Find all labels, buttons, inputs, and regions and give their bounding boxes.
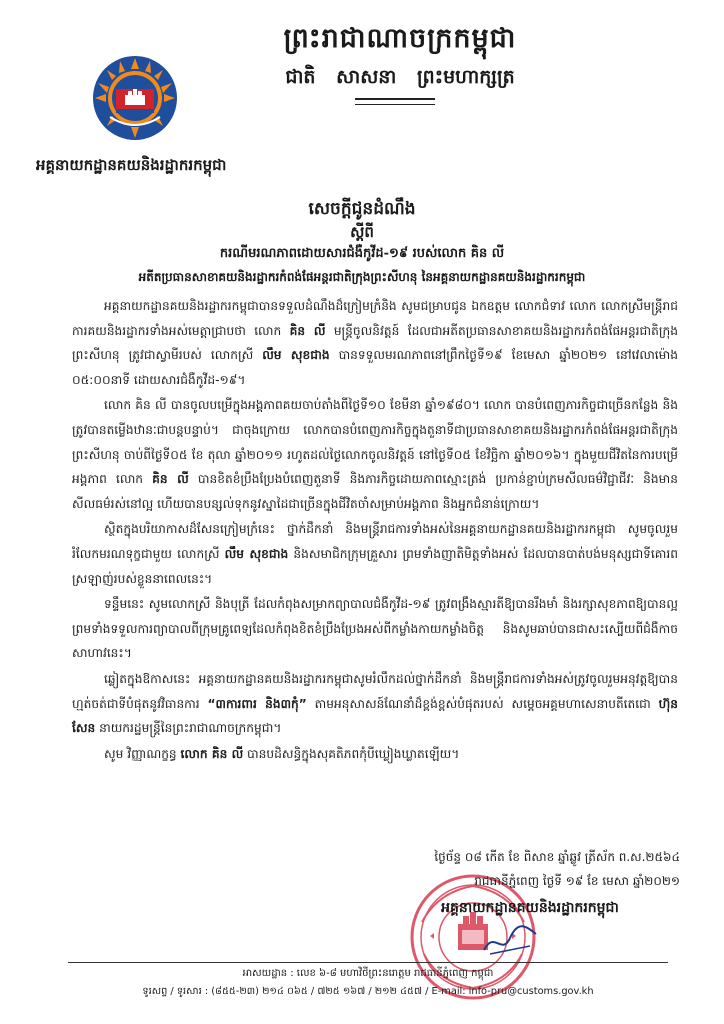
deceased-name: គិន លី xyxy=(152,472,189,487)
motto-ornament xyxy=(355,98,435,105)
kingdom-title: ព្រះរាជាណាចក្រកម្ពុជា xyxy=(283,23,517,54)
deceased-name: លោក គិន លី xyxy=(180,746,244,761)
solar-date: រាជធានីភ្នំពេញ ថ្ងៃទី ១៩ ខែ មេសា ឆ្នាំ២០២១ xyxy=(474,874,680,888)
text-segment: បានបដិសន្ធិក្នុងសុគតិភពកុំបីឃ្លៀងឃ្លាតឡើយ។ xyxy=(243,746,460,761)
paragraph-6 xyxy=(72,742,678,767)
deceased-name: គិន លី xyxy=(289,323,326,338)
document-subject-line-1: ករណីមរណភាពដោយសារជំងឺកូវីដ-១៩ របស់លោក គិន លី xyxy=(219,246,505,261)
text-segment: លោក គិន លី បានចូលបម្រើក្នុងអង្គភាពគយចាប់តាំងពីថ្ងៃទី១០ ខែមីនា ឆ្នាំ១៩៨០។ លោក បានបំពេញភារកិច្ចជាច្រើនកន្លែង និងត្រូវបានតម្លើងឋានៈជាបន្តបន្ទាប់។ ជាចុងក្រោយ លោកបានបំពេញភារកិច្ចក្នុងតួនាទីជាប្រធានសាខាគយនិងរដ្ឋាករកំពង់ផែអន្តរជាតិក្រុងព្រះសីហនុ ចាប់ពីថ្ងៃទី០៥ ខែ តុលា ឆ្នាំ២០១១ រហូតដល់ថ្ងៃលោកចូលនិវត្តន៍ នៅថ្ងៃទី០៥ ខែវិច្ឆិកា ឆ្នាំ២០១៦។ ក្នុងមួយជីវិតនៃការបម្រើអង្គភាព លោក xyxy=(72,398,678,487)
document-about: ស្ដីពី xyxy=(350,223,374,241)
paragraph-3 xyxy=(72,517,678,591)
wife-name: លឹម សុខជាង xyxy=(262,348,330,363)
text-segment: នាយករដ្ឋមន្ត្រីនៃព្រះរាជាណាចក្រកម្ពុជា។ xyxy=(95,721,282,736)
paragraph-2 xyxy=(72,393,678,516)
text-segment: បានទទួលមរណភាពនៅព្រឹកថ្ងៃទី១៩ ខែមេសា ឆ្នាំ២០២១ នៅវេលាម៉ោង ០៥:០០នាទី ដោយសារជំងឺកូវីដ-១៩។ xyxy=(72,348,679,387)
footer-divider xyxy=(68,962,668,963)
national-motto: ជាតិ សាសនា ព្រះមហាក្សត្រ xyxy=(285,66,515,88)
footer-address: អាសយដ្ឋាន : លេខ ៦-៨ មហាវិថីព្រះនរោត្តម រាជធានីភ្នំពេញ កម្ពុជា xyxy=(242,968,494,979)
footer-contacts: ទូរសព្ទ / ទូរសារ : (៨៥៥-២៣) ២១៤ ០៦៥ / ៧២៥ ១៦៧ / ២១២ ៤៥៧ / E-mail: info-pru@customs.gov.kh xyxy=(142,986,594,997)
text-segment: និងសមាជិកក្រុមគ្រួសារ ព្រមទាំងញាតិមិត្តទាំងអស់ ដែលបានបាត់បង់មនុស្សជាទីគោរពស្រឡាញ់របស់ខ្លួននាពេលនេះ។ xyxy=(72,546,678,586)
document-title: សេចក្ដីជូនដំណឹង xyxy=(308,199,416,219)
document-body xyxy=(72,294,678,767)
text-segment: អគ្គនាយកដ្ឋានគយនិងរដ្ឋាករកម្ពុជាបានទទួលដំណឹងដ៏ក្រៀមក្រំនិង សូមជម្រាបជូន ឯកឧត្តម លោកជំទាវ លោក លោកស្រីមន្ត្រីរាជការគយនិងរដ្ឋាករទាំងអស់មេត្តាជ្រាបថា លោក xyxy=(72,299,678,338)
text-segment: ឆ្លៀតក្នុងឱកាសនេះ អគ្គនាយកដ្ឋានគយនិងរដ្ឋាករកម្ពុជាសូមរំលឹកដល់ថ្នាក់ដឹកនាំ និងមន្ត្រីរាជការទាំងអស់ត្រូវចូលរួមអនុវត្តឱ្យបានហ្មត់ចត់ជាទីបំផុតនូវវិធានការ xyxy=(72,671,678,711)
paragraph-5 xyxy=(72,667,678,741)
signatory-department: អគ្គនាយកដ្ឋានគយនិងរដ្ឋាករកម្ពុជា xyxy=(441,900,619,916)
measure-name: “៣ការពារ និង៣កុំ” xyxy=(207,696,307,711)
signature-mark xyxy=(480,920,540,960)
text-segment: បានខិតខំប្រឹងប្រែងបំពេញតួនាទី និងភារកិច្ចដោយភាពស្មោះត្រង់ ប្រកាន់ខ្ជាប់ក្រមសីលធម៌វិជ្ជាជីវៈ និងមានសីលធម៌រស់នៅល្អ ហើយបានបន្សល់ទុកនូវស្នាដៃជាច្រើនក្នុងជីវិតចាំសម្រាប់អង្គភាព និងអ្នកជំនាន់ក្រោយ។ xyxy=(72,472,678,511)
text-segment: មន្ត្រីចូលនិវត្តន៍ ដែលជាអតីតប្រធានសាខាគយនិងរដ្ឋាករកំពង់ផែអន្តរជាតិក្រុងព្រះសីហនុ ត្រូវជាស្វាមីរបស់ លោកស្រី xyxy=(72,323,678,363)
department-name: អគ្គនាយកដ្ឋានគយនិងរដ្ឋាករកម្ពុជា xyxy=(36,156,227,174)
text-segment: តាមអនុសាសន៍ណែនាំដ៏ខ្ពង់ខ្ពស់បំផុតរបស់ សម្ដេចអគ្គមហាសេនាបតីតេជោ xyxy=(306,696,659,711)
paragraph-4: ទន្ទឹមនេះ សូមលោកស្រី និងបុត្រី ដែលកំពុងសម្រាកព្យាបាលជំងឺកូវីដ-១៩ ត្រូវពង្រឹងស្មារតីឱ្យបានរឹងមាំ និងរក្សាសុខភាពឱ្យបានល្អ ព្រមទាំងទទួលការព្យាបាលពីក្រុមគ្រូពេទ្យដែលកំពុងខិតខំប្រឹងប្រែងអស់ពីកម្លាំងកាយកម្លាំងចិត្ត និងសូមឆាប់បានជាសះស្បើយពីជំងឺកាចសាហាវនេះ។ xyxy=(72,597,678,661)
customs-emblem-icon xyxy=(92,55,178,141)
document-subject-line-2: អតីតប្រធានសាខាគយនិងរដ្ឋាករកំពង់ផែអន្តរជាតិក្រុងព្រះសីហនុ នៃអគ្គនាយកដ្ឋានគយនិងរដ្ឋាករកម្ពុជា xyxy=(138,270,586,284)
lunar-date: ថ្ងៃច័ន្ទ ០៨ កើត ខែ ពិសាខ ឆ្នាំឆ្លូវ ត្រីស័ក ព.ស.២៥៦៤ xyxy=(434,850,680,864)
prime-minister-name: ហ៊ុន សែន xyxy=(72,696,678,736)
wife-name: លឹម សុខជាង xyxy=(224,546,289,561)
text-segment: សូម វិញ្ញាណក្ខន្ធ xyxy=(104,746,181,761)
text-segment: ស្ថិតក្នុងបរិយាកាសដ៏សែនក្រៀមក្រំនេះ ថ្នាក់ដឹកនាំ និងមន្ត្រីរាជការទាំងអស់នៃអគ្គនាយកដ្ឋានគយនិងរដ្ឋាករកម្ពុជា សូមចូលរួមរំលែកមរណទុក្ខជាមួយ លោកស្រី xyxy=(72,522,678,561)
paragraph-1 xyxy=(72,294,678,392)
